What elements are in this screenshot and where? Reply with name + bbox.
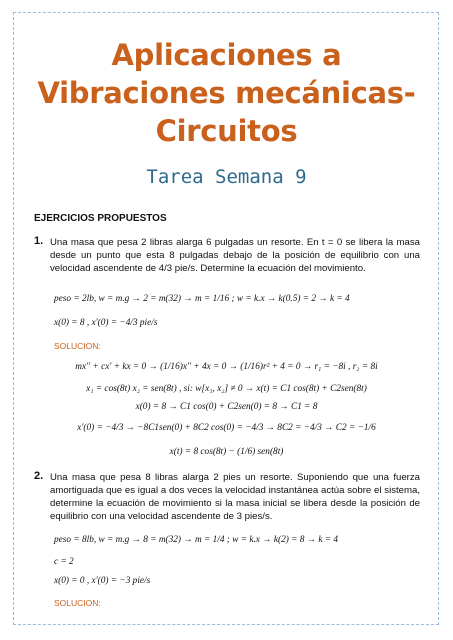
problem-1-step-1: mx′′ + cx′ + kx = 0 → (1/16)x′′ + 4x = 0 → (1/16)r² + 4 = 0 → r₁ = −8i , r₂ = 8i [75, 362, 378, 372]
problem-1-initial: x(0) = 8 , x′(0) = −4/3 pie/s [54, 318, 158, 328]
problem-1-result: x(t) = 8 cos(8t) − (1/6) sen(8t) [169, 447, 284, 457]
problem-1-given: peso = 2lb, w = m.g → 2 = m(32) → m = 1/16 ; w = k.x → k(0.5) = 2 → k = 4 [54, 294, 350, 304]
problem-2-c: c = 2 [54, 557, 74, 567]
problem-2-text: Una masa que pesa 8 libras alarga 2 pies un resorte. Suponiendo que una fuerza amortiguada que es igual a dos veces la velocidad instantánea actúa sobre el sistema, determine la ecuación de movimiento si la masa inicial se libera desde la posición de equilibrio con una velocidad ascendente de 3 pies/s. [50, 472, 420, 522]
problem-2-number: 2. [34, 470, 44, 482]
title-line-3: Circuitos [155, 114, 298, 148]
problem-1-step-3: x(0) = 8 → C1 cos(0) + C2sen(0) = 8 → C1 = 8 [135, 402, 318, 412]
problem-1-number: 1. [34, 235, 44, 247]
problem-1-text: Una masa que pesa 2 libras alarga 6 pulgadas un resorte. En t = 0 se libera la masa desde un punto que esta 8 pulgadas debajo de la posición de equilibrio con una velocidad ascendente de 4/3 pie/s. Determine la ecuación del movimiento. [50, 237, 420, 274]
problem-2-solucion: SOLUCION: [54, 598, 101, 608]
problem-2-initial: x(0) = 0 , x′(0) = −3 pie/s [54, 576, 151, 586]
problem-2-given: peso = 8lb, w = m.g → 8 = m(32) → m = 1/4 ; w = k.x → k(2) = 8 → k = 4 [54, 535, 339, 545]
problem-1-solucion: SOLUCION: [54, 341, 101, 351]
section-heading: EJERCICIOS PROPUESTOS [34, 213, 167, 224]
problem-1-step-2: x₁ = cos(8t) x₂ = sen(8t) , si: w[x₁, x₂] ≠ 0 → x(t) = C1 cos(8t) + C2sen(8t) [86, 384, 367, 394]
title-line-2: Vibraciones mecánicas- [37, 76, 416, 110]
problem-1-step-4: x′(0) = −4/3 → −8C1sen(0) + 8C2 cos(0) = −4/3 → 8C2 = −4/3 → C2 = −1/6 [77, 423, 376, 433]
title-line-1: Aplicaciones a [111, 38, 342, 72]
subtitle: Tarea Semana 9 [146, 166, 307, 188]
